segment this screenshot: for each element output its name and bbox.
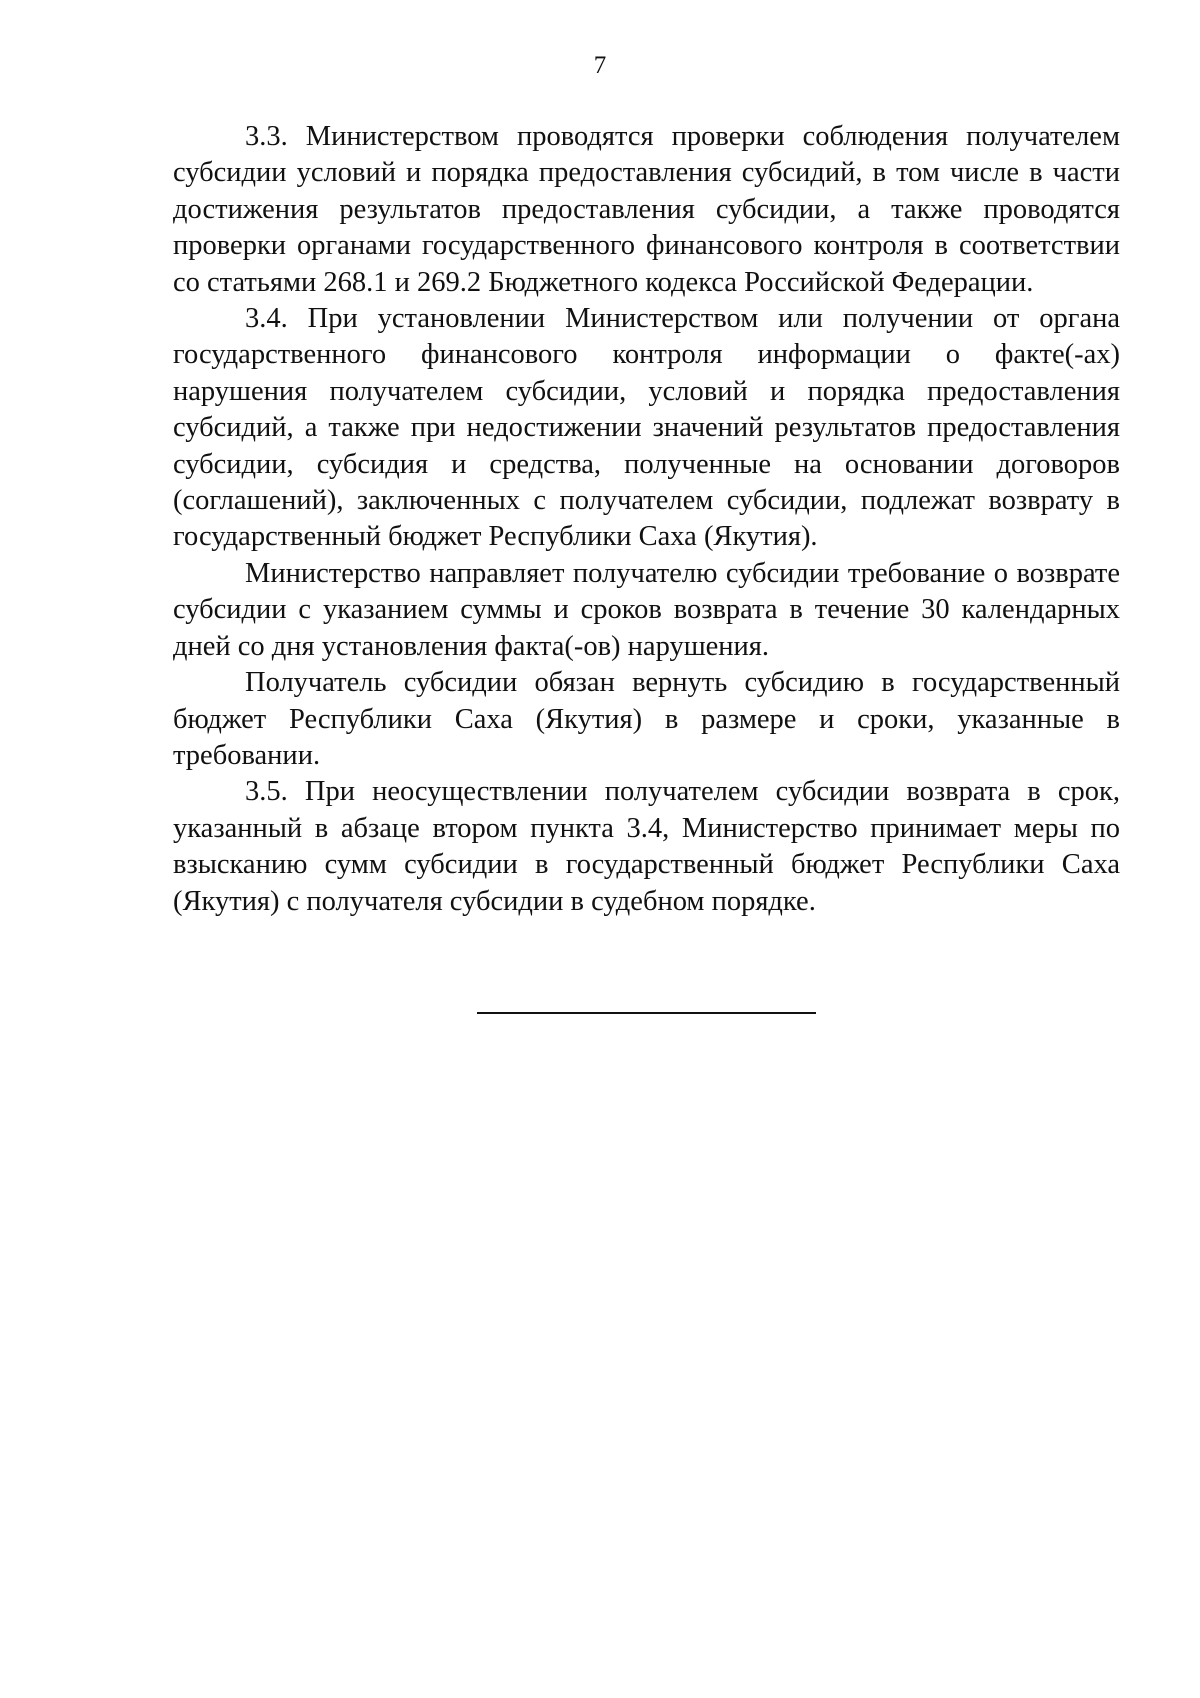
- page-number: 7: [593, 52, 607, 79]
- paragraph-3-5: 3.5. При неосуществлении получателем субсидии возврата в срок, указанный в абзаце втором пункта 3.4, Министерство принимает меры по взысканию сумм субсидии в государственный бюджет Республики Саха (Якутия) с получателя субсидии в судебном порядке.: [173, 776, 1120, 917]
- document-body: [173, 119, 1120, 920]
- paragraph-3-4-demand: Министерство направляет получателю субсидии требование о возврате субсидии с указанием суммы и сроков возврата в течение 30 календарных дней со дня установления факта(-ов) нарушения.: [173, 557, 1120, 662]
- paragraph-3-3: 3.3. Министерством проводятся проверки соблюдения получателем субсидии условий и порядка предоставления субсидий, в том числе в части достижения результатов предоставления субсидии, а также проводятся проверки органами государственного финансового контроля в соответствии со статьями 268.1 и 269.2 Бюджетного кодекса Российской Федерации.: [173, 121, 1120, 298]
- end-separator-line: [477, 1012, 816, 1014]
- paragraph-3-4-obligation: Получатель субсидии обязан вернуть субсидию в государственный бюджет Республики Саха (Якутия) в размере и сроки, указанные в требовании.: [173, 667, 1120, 771]
- paragraph-3-4: 3.4. При установлении Министерством или получении от органа государственного финансового контроля информации о факте(-ах) нарушения получателем субсидии, условий и порядка предоставления субсидий, а также при недостижении значений результатов предоставления субсидии, субсидия и средства, полученные на основании договоров (соглашений), заключенных с получателем субсидии, подлежат возврату в государственный бюджет Республики Саха (Якутия).: [173, 303, 1120, 553]
